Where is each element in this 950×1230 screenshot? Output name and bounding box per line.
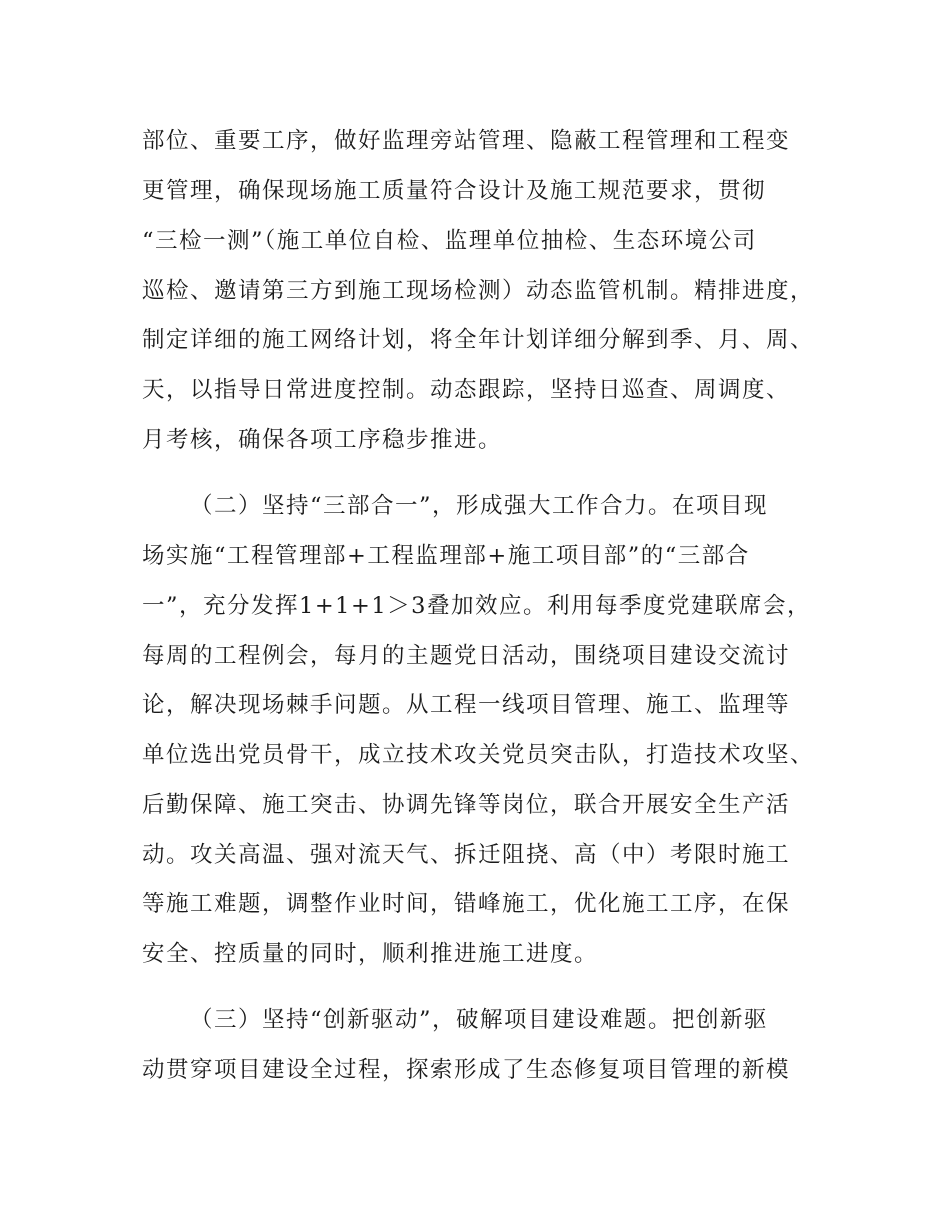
text-line: 制定详细的施工网络计划，将全年计划详细分解到季、月、周、 xyxy=(142,327,815,353)
text-line: 天，以指导日常进度控制。动态跟踪，坚持日巡查、周调度、 xyxy=(142,377,791,403)
text-line: 一”，充分发挥1+1+1＞3叠加效应。利用每季度党建联席会， xyxy=(142,593,811,619)
text-line: 动。攻关高温、强对流天气、拆迁阻挠、高（中）考限时施工 xyxy=(142,842,791,868)
paragraph-heading-line: （三）坚持“创新驱动”，破解项目建设难题。把创新驱 xyxy=(190,1007,769,1033)
text-line: 等施工难题，调整作业时间，错峰施工，优化施工工序，在保 xyxy=(142,891,791,917)
text-line: 每周的工程例会，每月的主题党日活动，围绕项目建设交流讨 xyxy=(142,643,791,669)
text-line: 更管理，确保现场施工质量符合设计及施工规范要求，贯彻 xyxy=(142,178,767,204)
paragraph-heading-line: （二）坚持“三部合一”，形成强大工作合力。在项目现 xyxy=(190,493,769,519)
text-line: 安全、控质量的同时，顺利推进施工进度。 xyxy=(142,941,599,967)
text-line: 场实施“工程管理部+工程监理部+施工项目部”的“三部合 xyxy=(142,543,750,569)
text-line: 巡检、邀请第三方到施工现场检测）动态监管机制。精排进度， xyxy=(142,278,815,304)
text-line: 后勤保障、施工突击、协调先锋等岗位，联合开展安全生产活 xyxy=(142,792,791,818)
text-line: 论，解决现场棘手问题。从工程一线项目管理、施工、监理等 xyxy=(142,692,791,718)
text-line: 月考核，确保各项工序稳步推进。 xyxy=(142,427,503,453)
text-line: 动贯穿项目建设全过程，探索形成了生态修复项目管理的新模 xyxy=(142,1057,791,1083)
text-line: 单位选出党员骨干，成立技术攻关党员突击队，打造技术攻坚、 xyxy=(142,742,815,768)
text-line: “三检一测”（施工单位自检、监理单位抽检、生态环境公司 xyxy=(142,228,757,254)
text-line: 部位、重要工序，做好监理旁站管理、隐蔽工程管理和工程变 xyxy=(142,128,791,154)
